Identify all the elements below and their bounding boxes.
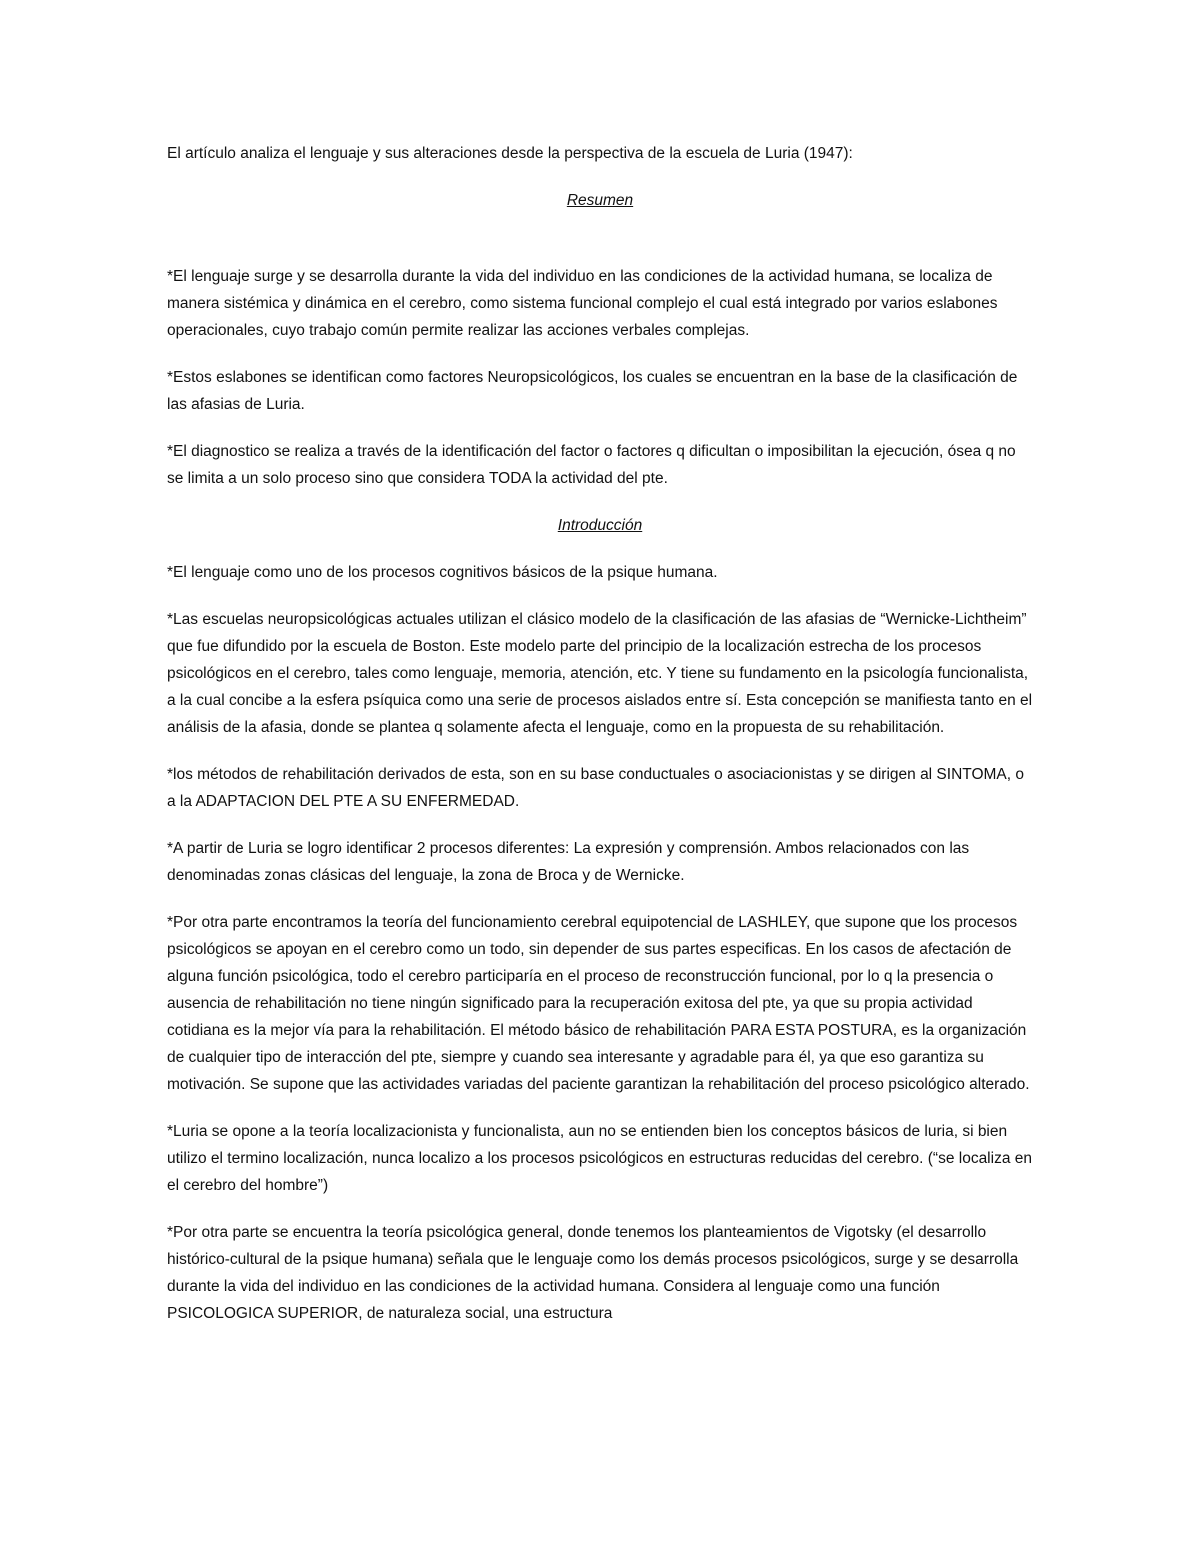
intro-paragraph-6: *Luria se opone a la teoría localizacionista y funcionalista, aun no se entienden bien los conceptos básicos de luria, si bien utilizo el termino localización, nunca localizo a los procesos psicológicos en estructuras reducidas del cerebro. (“se localiza en el cerebro del hombre”)	[167, 1123, 1032, 1194]
intro-paragraph-7: *Por otra parte se encuentra la teoría psicológica general, donde tenemos los planteamientos de Vigotsky (el desarrollo histórico-cultural de la psique humana) señala que le lenguaje como los demás procesos psicológicos, surge y se desarrolla durante la vida del individuo en las condiciones de la actividad humana. Considera al lenguaje como una función PSICOLOGICA SUPERIOR, de naturaleza social, una estructura	[167, 1224, 1019, 1322]
intro-paragraph-5: *Por otra parte encontramos la teoría del funcionamiento cerebral equipotencial de LASHLEY, que supone que los procesos psicológicos se apoyan en el cerebro como un todo, sin depender de sus partes especificas. En los casos de afectación de alguna función psicológica, todo el cerebro participaría en el proceso de reconstrucción funcional, por lo q la presencia o ausencia de rehabilitación no tiene ningún significado para la recuperación exitosa del pte, ya que su propia actividad cotidiana es la mejor vía para la rehabilitación. El método básico de rehabilitación PARA ESTA POSTURA, es la organización de cualquier tipo de interacción del pte, siempre y cuando sea interesante y agradable para él, ya que eso garantiza su motivación. Se supone que las actividades variadas del paciente garantizan la rehabilitación del proceso psicológico alterado.	[167, 914, 1030, 1093]
intro-sentence: El artículo analiza el lenguaje y sus alteraciones desde la perspectiva de la escuela de Luria (1947):	[167, 145, 853, 162]
intro-paragraph-3: *los métodos de rehabilitación derivados de esta, son en su base conductuales o asociacionistas y se dirigen al SINTOMA, o a la ADAPTACION DEL PTE A SU ENFERMEDAD.	[167, 766, 1025, 810]
intro-paragraph-1: *El lenguaje como uno de los procesos cognitivos básicos de la psique humana.	[167, 564, 718, 581]
heading-resumen: Resumen	[566, 192, 634, 209]
resumen-paragraph-2: *Estos eslabones se identifican como factores Neuropsicológicos, los cuales se encuentran en la base de la clasificación de las afasias de Luria.	[167, 369, 1018, 413]
resumen-paragraph-3: *El diagnostico se realiza a través de la identificación del factor o factores q dificultan o imposibilitan la ejecución, ósea q no se limita a un solo proceso sino que considera TODA la actividad del pte.	[167, 443, 1016, 487]
intro-paragraph-2: *Las escuelas neuropsicológicas actuales utilizan el clásico modelo de la clasificación de las afasias de “Wernicke-Lichtheim” que fue difundido por la escuela de Boston. Este modelo parte del principio de la localización estrecha de los procesos psicológicos en el cerebro, tales como lenguaje, memoria, atención, etc. Y tiene su fundamento en la psicología funcionalista, a la cual concibe a la esfera psíquica como una serie de procesos aislados entre sí. Esta concepción se manifiesta tanto en el análisis de la afasia, donde se plantea q solamente afecta el lenguaje, como en la propuesta de su rehabilitación.	[167, 611, 1033, 736]
intro-paragraph-4: *A partir de Luria se logro identificar 2 procesos diferentes: La expresión y comprensión. Ambos relacionados con las denominadas zonas clásicas del lenguaje, la zona de Broca y de Wernicke.	[167, 840, 970, 884]
resumen-paragraph-1: *El lenguaje surge y se desarrolla durante la vida del individuo en las condiciones de la actividad humana, se localiza de manera sistémica y dinámica en el cerebro, como sistema funcional complejo el cual está integrado por varios eslabones operacionales, cuyo trabajo común permite realizar las acciones verbales complejas.	[167, 268, 998, 339]
heading-introduccion: Introducción	[557, 517, 643, 534]
document-body	[167, 140, 1033, 1347]
